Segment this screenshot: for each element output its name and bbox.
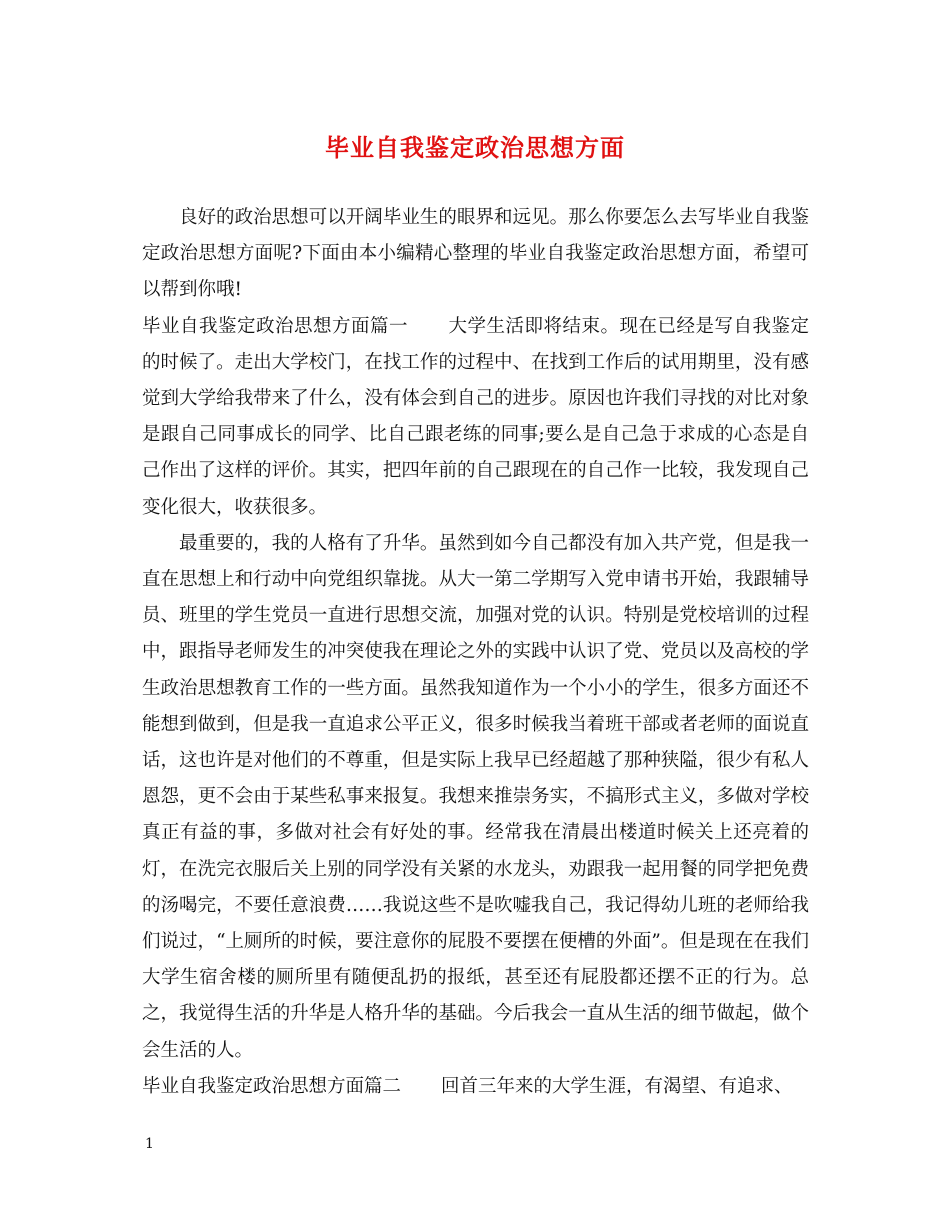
body-paragraph: 最重要的，我的人格有了升华。虽然到如今自己都没有加入共产党，但是我一直在思想上和行动中向党组织靠拢。从大一第二学期写入党申请书开始，我跟辅导员、班里的学生党员一直进行思想交流，加强对党的认识。特别是党校培训的过程中，跟指导老师发生的冲突使我在理论之外的实践中认识了党、党员以及高校的学生政治思想教育工作的一些方面。虽然我知道作为一个小小的学生，很多方面还不能想到做到，但是我一直追求公平正义，很多时候我当着班干部或者老师的面说直话，这也许是对他们的不尊重，但是实际上我早已经超越了那种狭隘，很少有私人恩怨，更不会由于某些私事来报复。我想来推崇务实，不搞形式主义，多做对学校真正有益的事，多做对社会有好处的事。经常我在清晨出楼道时候关上还亮着的灯，在洗完衣服后关上别的同学没有关紧的水龙头，劝跟我一起用餐的同学把免费的汤喝完，不要任意浪费……我说这些不是吹嘘我自己，我记得幼儿班的老师给我们说过，“上厕所的时候，要注意你的屁股不要摆在便槽的外面”。但是现在在我们大学生宿舍楼的厕所里有随便乱扔的报纸，甚至还有屁股都还摆不正的行为。总之，我觉得生活的升华是人格升华的基础。今后我会一直从生活的细节做起，做个会生活的人。 — [142, 532, 809, 1061]
section-two-text: 回首三年来的大学生涯，有渴望、有追求、 — [441, 1075, 793, 1097]
section-two-heading: 毕业自我鉴定政治思想方面篇二 — [142, 1075, 402, 1097]
section-one-text: 大学生活即将结束。现在已经是写自我鉴定的时候了。走出大学校门，在找工作的过程中、在找到工作后的试用期里，没有感觉到大学给我带来了什么，没有体会到自己的进步。原因也许我们寻找的对比对象是跟自己同事成长的同学、比自己跟老练的同事;要么是自己急于求成的心态是自己作出了这样的评价。其实，把四年前的自己跟现在的自己作一比较，我发现自己变化很大，收获很多。 — [142, 315, 809, 518]
section-one-heading: 毕业自我鉴定政治思想方面篇一 — [142, 315, 408, 337]
page-number: 1 — [145, 1136, 154, 1152]
section-two-paragraph — [142, 1069, 809, 1105]
intro-paragraph: 良好的政治思想可以开阔毕业生的眼界和远见。那么你要怎么去写毕业自我鉴定政治思想方面呢?下面由本小编精心整理的毕业自我鉴定政治思想方面，希望可以帮到你哦! — [142, 207, 809, 301]
document-title: 毕业自我鉴定政治思想方面 — [325, 133, 625, 162]
document-body — [142, 200, 809, 1105]
section-one-paragraph — [142, 309, 809, 526]
